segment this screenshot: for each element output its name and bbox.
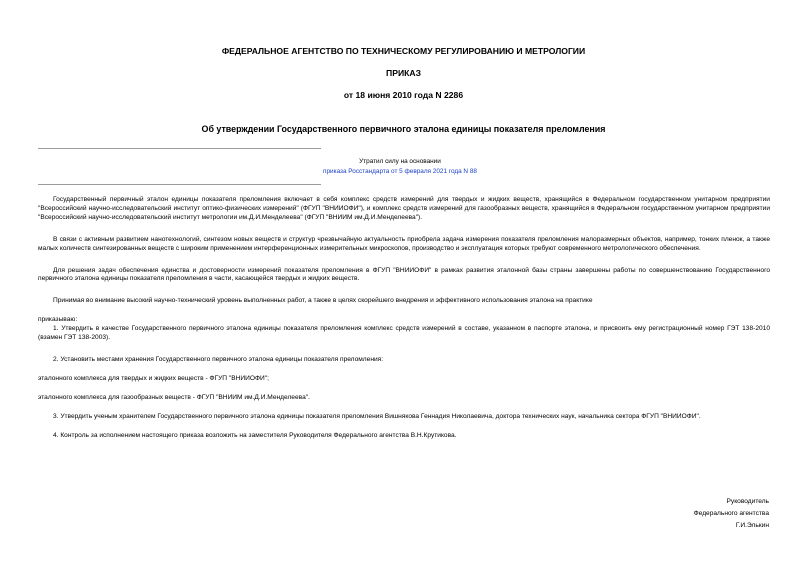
signature-name: Г.И.Элькин — [735, 522, 769, 529]
signature-agency: Федерального агентства — [693, 510, 769, 517]
status-notice — [300, 157, 500, 177]
order-item-2-sub-1: эталонного комплекса для твердых и жидких веществ - ФГУП "ВНИИОФИ"; — [38, 374, 269, 382]
divider-top — [38, 148, 321, 149]
document-title: Об утверждении Государственного первичного эталона единицы показателя преломления — [201, 124, 606, 134]
divider-bottom — [38, 184, 321, 185]
document-date-number: от 18 июня 2010 года N 2286 — [343, 90, 464, 100]
paragraph-order: приказываю: — [38, 316, 78, 324]
order-item-2-sub-2: эталонного комплекса для газообразных веществ - ФГУП "ВНИИМ им.Д.И.Менделеева". — [38, 393, 310, 401]
agency-heading: ФЕДЕРАЛЬНОЕ АГЕНТСТВО ПО ТЕХНИЧЕСКОМУ РЕГУЛИРОВАНИЮ И МЕТРОЛОГИИ — [221, 46, 586, 56]
document-type: ПРИКАЗ — [386, 68, 421, 78]
order-item-4: 4. Контроль за исполнением настоящего приказа возложить на заместителя Руководителя Федерального агентства В.Н.Крутикова. — [53, 431, 457, 439]
paragraph-3: Для решения задач обеспечения единства и достоверности измерений показателя преломления в ФГУП "ВНИИОФИ" в рамках развития эталонной базы страны завершены работы по совершенствованию Государственного первичного эталона единицы показателя преломления в части, касающейся твердых и жидких веществ. — [38, 266, 770, 283]
order-item-2: 2. Установить местами хранения Государственного первичного эталона единицы показателя преломления: — [53, 355, 384, 363]
paragraph-1: Государственный первичный эталон единицы показателя преломления включает в себя комплекс средств измерений для твердых и жидких веществ, хранящийся в Федеральном государственном унитарном предприятии "Всероссийский научно-исследовательский институт оптико-физических измерений" (ФГУП "ВНИИОФИ"), и комплекс средств измерений для газообразных веществ, хранящийся в Федеральном государственном унитарном предприятии "Всероссийский научно-исследовательский институт метрологии им.Д.И.Менделеева" (ФГУП "ВНИИМ им.Д.И.Менделеева"). — [38, 196, 770, 221]
paragraph-2: В связи с активным развитием нанотехнологий, синтезом новых веществ и структур чрезвычайную актуальность приобрела задача измерения показателя преломления малоразмерных объектов, например, тонких пленок, а также малых количеств синтезированных веществ с широким применением интерференционных измерительных микроскопов, производство и эксплуатация которых требуют современного метрологического обеспечения. — [38, 235, 770, 252]
order-item-1: 1. Утвердить в качестве Государственного первичного эталона единицы показателя преломления комплекс средств измерений в составе, указанном в паспорте эталона, и присвоить ему регистрационный номер ГЭТ 138-2010 (взамен ГЭТ 138-2003). — [38, 325, 770, 342]
order-item-3: 3. Утвердить ученым хранителем Государственного первичного эталона единицы показателя преломления Вишнякова Геннадия Николаевича, доктора технических наук, начальника сектора ФГУП "ВНИИОФИ". — [53, 412, 701, 420]
signature-position: Руководитель — [726, 498, 769, 505]
signature-block — [694, 496, 769, 532]
paragraph-4: Принимая во внимание высокий научно-технический уровень выполненных работ, а также в целях скорейшего внедрения и эффективного использования эталона на практике — [53, 297, 593, 305]
status-notice-text: Утратил силу на основании — [359, 158, 441, 165]
repeal-order-link[interactable]: приказа Росстандарта от 5 февраля 2021 года N 88 — [323, 168, 477, 175]
document-body — [38, 196, 770, 441]
